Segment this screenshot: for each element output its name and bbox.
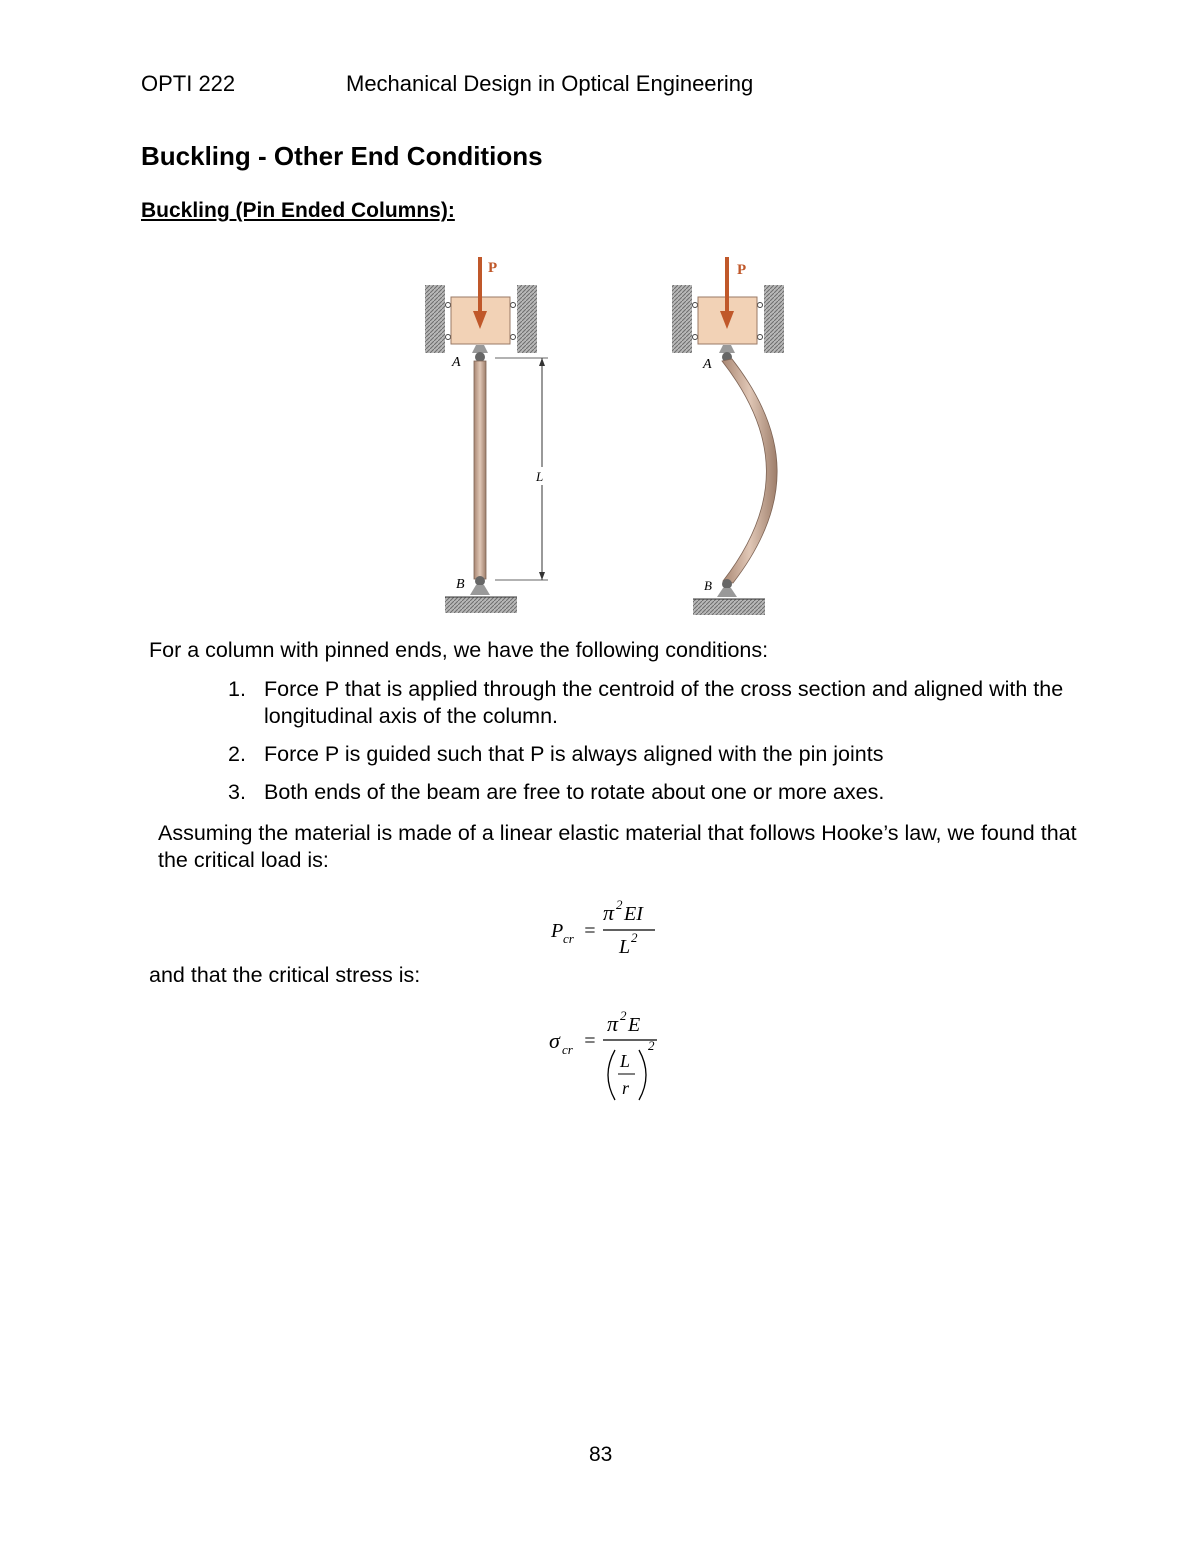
svg-text:2: 2 (616, 897, 623, 912)
ground (693, 599, 765, 615)
list-number: 1. (228, 677, 246, 701)
list-number: 2. (228, 742, 246, 766)
list-item (228, 741, 1088, 768)
assumption-text: Assuming the material is made of a linear elastic material that follows Hooke’s law, we found that the critical load is: (158, 821, 1077, 872)
list-text: Force P that is applied through the centroid of the cross section and aligned with the longitudinal axis of the column. (264, 677, 1064, 728)
svg-text:L: L (619, 936, 631, 958)
critical-stress-equation (545, 1005, 675, 1110)
svg-text:r: r (622, 1078, 630, 1098)
svg-text:2: 2 (620, 1008, 627, 1023)
page-title: Buckling - Other End Conditions (141, 141, 543, 171)
page-number: 83 (589, 1443, 613, 1466)
header-subject: Mechanical Design in Optical Engineering (346, 71, 754, 96)
right-wall-left (672, 285, 692, 353)
load-label: P (737, 262, 747, 278)
list-item (228, 779, 1088, 806)
list-text: Both ends of the beam are free to rotate about one or more axes. (264, 780, 885, 804)
svg-text:2: 2 (631, 930, 638, 945)
list-number: 3. (228, 780, 246, 804)
section-heading: Buckling (Pin Ended Columns): (141, 199, 455, 222)
svg-text:L: L (620, 1051, 631, 1071)
pin-a-label: A (452, 355, 461, 370)
left-wall-left (425, 285, 445, 353)
buckled-column-diagram (672, 257, 784, 615)
critical-load-equation (545, 895, 665, 965)
length-label: L (536, 469, 544, 484)
load-label: P (488, 260, 498, 276)
svg-text:2: 2 (648, 1038, 655, 1053)
svg-text:cr: cr (562, 1042, 573, 1057)
right-wall-right (764, 285, 784, 353)
intro-text: For a column with pinned ends, we have the following conditions: (149, 638, 769, 662)
list-text: Force P is guided such that P is always aligned with the pin joints (264, 742, 884, 766)
header-course: OPTI 222 (141, 71, 236, 96)
svg-text:E: E (628, 1014, 641, 1036)
left-wall-right (517, 285, 537, 353)
svg-text:=: = (583, 1030, 597, 1052)
svg-text:EI: EI (624, 903, 643, 925)
svg-text:=: = (583, 920, 597, 942)
pin-b-label: B (456, 577, 465, 592)
pin-a-label: A (703, 357, 712, 372)
ground (445, 597, 517, 613)
straight-column-diagram (425, 257, 550, 613)
svg-text:π: π (607, 1011, 619, 1036)
list-item (228, 676, 1088, 730)
pin-ended-columns-figure (410, 245, 790, 625)
svg-text:P: P (551, 920, 564, 942)
buckled-column (722, 359, 777, 583)
pin-b-label: B (704, 578, 712, 593)
conditions-list (228, 676, 1088, 817)
stress-intro-text: and that the critical stress is: (149, 963, 421, 987)
svg-text:cr: cr (563, 931, 574, 946)
svg-text:σ: σ (549, 1028, 560, 1053)
column (474, 361, 486, 579)
svg-text:π: π (603, 900, 615, 925)
